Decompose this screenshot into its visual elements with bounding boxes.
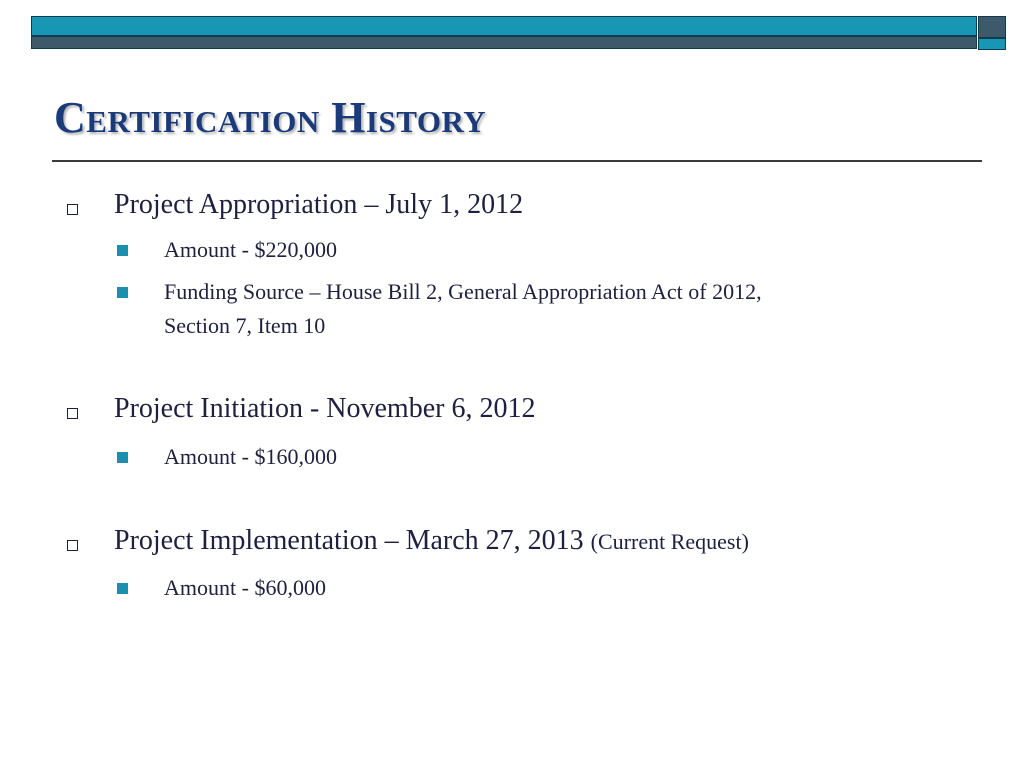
solid-square-bullet-icon [117,245,128,256]
section-heading: Project Implementation – March 27, 2013 [114,525,584,556]
bullet-text: Amount - $220,000 [164,237,337,262]
header-band-slate [31,36,977,49]
header-square-slate [978,16,1006,38]
bullet-text: Funding Source – House Bill 2, General Appropriation Act of 2012, [164,279,762,304]
bullet-text: Amount - $160,000 [164,444,337,469]
title-divider [52,160,982,162]
hollow-square-bullet-icon [67,204,78,215]
bullet-text: Amount - $60,000 [164,575,326,600]
solid-square-bullet-icon [117,583,128,594]
section-heading-line [114,525,749,557]
solid-square-bullet-icon [117,452,128,463]
solid-square-bullet-icon [117,287,128,298]
section-heading: Project Initiation - November 6, 2012 [114,393,536,424]
header-band-teal [31,16,977,36]
hollow-square-bullet-icon [67,408,78,419]
header-square-teal [978,38,1006,50]
bullet-text-continued: Section 7, Item 10 [164,313,326,338]
section-heading: Project Appropriation – July 1, 2012 [114,189,524,220]
hollow-square-bullet-icon [67,540,78,551]
header-decoration-band [31,16,1006,50]
slide-title: Certification History [54,93,487,142]
section-heading-note: (Current Request) [590,529,749,554]
